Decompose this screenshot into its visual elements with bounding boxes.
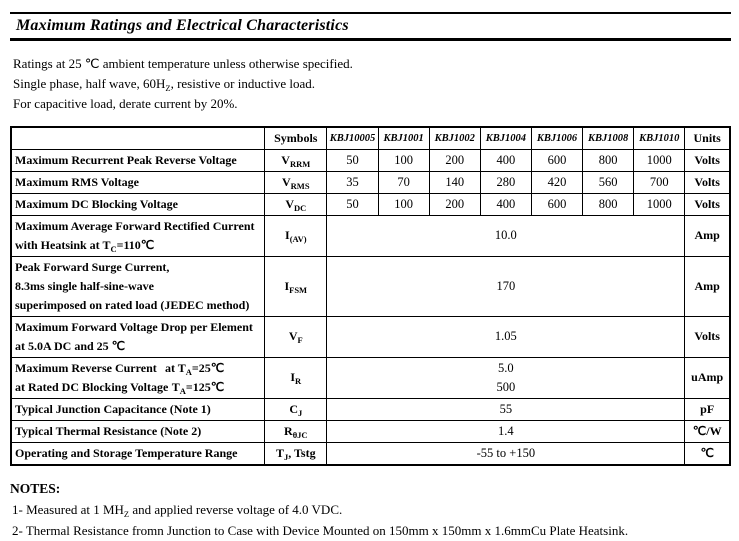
value-cell: 560 bbox=[583, 171, 634, 193]
param-cell: Maximum RMS Voltage bbox=[11, 171, 265, 193]
param-cell bbox=[11, 256, 265, 316]
table-row bbox=[11, 316, 730, 357]
value-cell bbox=[327, 398, 685, 420]
param-text: at Rated DC Blocking Voltage bbox=[15, 379, 169, 394]
condition-line: Single phase, half wave, $60H_Z$, resistive or inductive load. bbox=[13, 76, 315, 93]
value-cell: 400 bbox=[480, 149, 531, 171]
value-cell: -55 to +150 bbox=[327, 442, 685, 465]
param-cell: Operating and Storage Temperature Range bbox=[11, 442, 265, 465]
value-cell: 400 bbox=[480, 193, 531, 215]
table-row bbox=[11, 398, 730, 420]
value-cell: 1.4 bbox=[327, 420, 685, 442]
part-header: KBJ10005 bbox=[327, 127, 378, 149]
param-line bbox=[15, 359, 262, 378]
value-cell: 200 bbox=[429, 149, 480, 171]
part-header: KBJ1008 bbox=[583, 127, 634, 149]
value-cell: 420 bbox=[531, 171, 582, 193]
param-cell bbox=[11, 357, 265, 398]
symbol-cell: $T_J$, Tstg bbox=[265, 442, 327, 465]
part-header: KBJ1006 bbox=[531, 127, 582, 149]
unit-cell: Volts bbox=[685, 193, 730, 215]
param-line bbox=[15, 378, 262, 397]
value-cell: 100 bbox=[378, 193, 429, 215]
value-cell: 100 bbox=[378, 149, 429, 171]
notes-heading: NOTES: bbox=[10, 480, 61, 496]
param-cell: Maximum Recurrent Peak Reverse Voltage bbox=[11, 149, 265, 171]
value-cell: 1.05 bbox=[327, 316, 685, 357]
value-cell bbox=[327, 357, 685, 398]
symbol-cell: $V_{RRM}$ bbox=[265, 149, 327, 171]
value-line: 5.0 bbox=[498, 360, 514, 375]
symbol-cell: $I_{(AV)}$ bbox=[265, 215, 327, 256]
condition-line: For capacitive load, derate current by 20%. bbox=[13, 96, 238, 111]
part-header: KBJ1001 bbox=[378, 127, 429, 149]
param-line: at 5.0A DC and 25 ℃ bbox=[15, 338, 126, 353]
unit-cell: Amp bbox=[685, 215, 730, 256]
table-row bbox=[11, 442, 730, 465]
value-cell: 200 bbox=[429, 193, 480, 215]
conditions-block bbox=[10, 54, 731, 114]
unit-cell: pF bbox=[685, 398, 730, 420]
param-cell: Typical Thermal Resistance (Note 2) bbox=[11, 420, 265, 442]
value-cell: 1000 bbox=[634, 193, 685, 215]
note-line: 2- Thermal Resistance fromn Junction to Case with Device Mounted on 150mm x 150mm x 1.6mmCu Plate Heatsink. bbox=[12, 522, 629, 538]
param-line: Peak Forward Surge Current, bbox=[15, 259, 170, 274]
corner-cell bbox=[11, 127, 265, 149]
part-header: KBJ1010 bbox=[634, 127, 685, 149]
table-row bbox=[11, 149, 730, 171]
notes-section bbox=[10, 479, 731, 541]
value-cell: 800 bbox=[583, 149, 634, 171]
param-line: Maximum Average Forward Rectified Current bbox=[15, 218, 255, 233]
page-title: Maximum Ratings and Electrical Characteristics bbox=[16, 17, 349, 34]
table-header-row bbox=[11, 127, 730, 149]
symbol-cell: $V_F$ bbox=[265, 316, 327, 357]
unit-cell: Volts bbox=[685, 149, 730, 171]
value-cell: 140 bbox=[429, 171, 480, 193]
param-cell bbox=[11, 316, 265, 357]
part-header: KBJ1002 bbox=[429, 127, 480, 149]
ratings-table bbox=[10, 126, 731, 466]
value-cell: 1000 bbox=[634, 149, 685, 171]
title-rule-bottom bbox=[10, 38, 731, 41]
unit-cell: Volts bbox=[685, 316, 730, 357]
part-header: KBJ1004 bbox=[480, 127, 531, 149]
symbol-cell: $V_{RMS}$ bbox=[265, 171, 327, 193]
param-cell: Maximum DC Blocking Voltage bbox=[11, 193, 265, 215]
symbol-cell: $I_{FSM}$ bbox=[265, 256, 327, 316]
unit-cell: Volts bbox=[685, 171, 730, 193]
value-cell: 50 bbox=[327, 193, 378, 215]
value-cell: 70 bbox=[378, 171, 429, 193]
value-cell: 600 bbox=[531, 149, 582, 171]
symbol-cell: $I_R$ bbox=[265, 357, 327, 398]
clipped-value: 55 bbox=[499, 401, 513, 416]
value-cell: 280 bbox=[480, 171, 531, 193]
table-row bbox=[11, 171, 730, 193]
note-line: 1- Measured at 1 $MH_Z$ and applied reverse voltage of 4.0 VDC. bbox=[12, 501, 343, 519]
unit-cell: ℃ bbox=[685, 442, 730, 465]
value-cell: 700 bbox=[634, 171, 685, 193]
value-cell: 50 bbox=[327, 149, 378, 171]
param-condition: at $T_A=25℃$ bbox=[164, 360, 225, 377]
param-cell: Typical Junction Capacitance (Note 1) bbox=[11, 398, 265, 420]
table-row bbox=[11, 215, 730, 256]
unit-cell: uAmp bbox=[685, 357, 730, 398]
value-line: 500 bbox=[496, 379, 516, 394]
param-line: superimposed on rated load (JEDEC method) bbox=[15, 297, 250, 312]
param-line: with Heatsink at $T_C=110℃$ bbox=[15, 237, 155, 254]
table-row bbox=[11, 256, 730, 316]
value-cell: 10.0 bbox=[327, 215, 685, 256]
units-header: Units bbox=[685, 127, 730, 149]
param-text: Maximum Reverse Current bbox=[15, 360, 157, 375]
value-cell: 35 bbox=[327, 171, 378, 193]
table-row bbox=[11, 420, 730, 442]
table-row bbox=[11, 357, 730, 398]
param-line: Maximum Forward Voltage Drop per Element bbox=[15, 319, 253, 334]
symbol-cell: $C_J$ bbox=[265, 398, 327, 420]
symbol-cell: $R_{\theta JC}$ bbox=[265, 420, 327, 442]
table-row bbox=[11, 193, 730, 215]
unit-cell: ℃/W bbox=[685, 420, 730, 442]
param-cell bbox=[11, 215, 265, 256]
symbols-header: Symbols bbox=[265, 127, 327, 149]
value-cell: 800 bbox=[583, 193, 634, 215]
value-cell: 600 bbox=[531, 193, 582, 215]
param-condition: $T_A=125℃$ bbox=[171, 379, 225, 396]
value-cell: 170 bbox=[327, 256, 685, 316]
condition-line: Ratings at 25 ℃ ambient temperature unless otherwise specified. bbox=[13, 56, 353, 71]
unit-cell: Amp bbox=[685, 256, 730, 316]
symbol-cell: $V_{DC}$ bbox=[265, 193, 327, 215]
param-line: 8.3ms single half-sine-wave bbox=[15, 278, 154, 293]
